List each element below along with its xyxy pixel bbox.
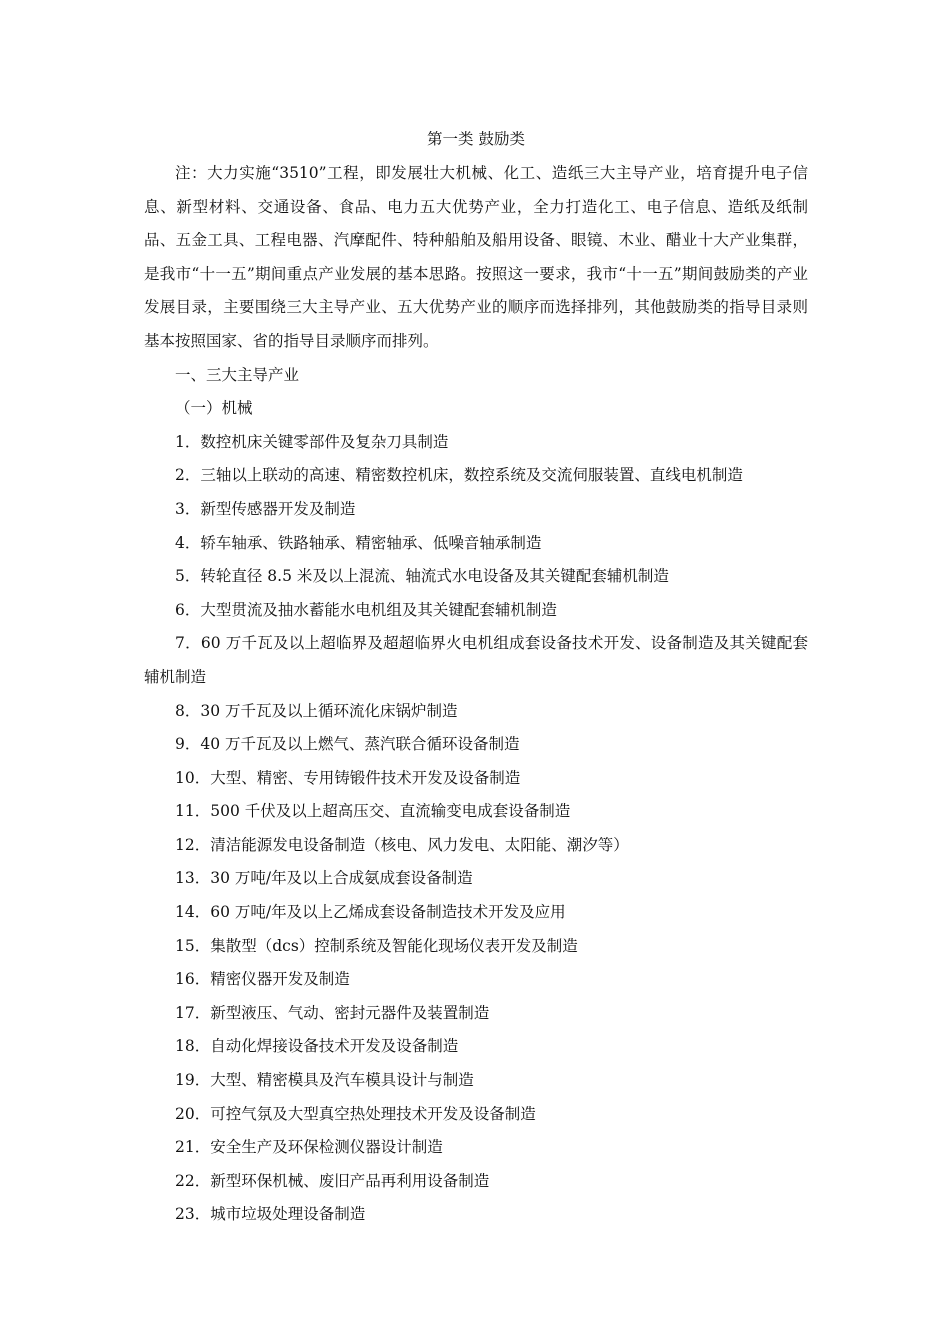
- list-item: 21．安全生产及环保检测仪器设计制造: [175, 1138, 443, 1157]
- list-item: 16．精密仪器开发及制造: [175, 970, 350, 989]
- list-item: 12．清洁能源发电设备制造（核电、风力发电、太阳能、潮汐等）: [175, 835, 629, 854]
- list-item: 19．大型、精密模具及汽车模具设计与制造: [175, 1071, 474, 1090]
- subsection-heading: （一）机械: [175, 399, 253, 418]
- list-item: 1．数控机床关键零部件及复杂刀具制造: [175, 432, 449, 451]
- list-item: 15．集散型（dcs）控制系统及智能化现场仪表开发及制造: [175, 936, 578, 955]
- list-item: 22．新型环保机械、废旧产品再利用设备制造: [175, 1171, 490, 1190]
- item-list: [144, 426, 808, 1232]
- note-paragraph: 注：大力实施“3510”工程，即发展壮大机械、化工、造纸三大主导产业，培育提升电子信息、新型材料、交通设备、食品、电力五大优势产业，全力打造化工、电子信息、造纸及纸制品、五金工具、工程电器、汽摩配件、特种船舶及船用设备、眼镜、木业、醋业十大产业集群，是我市“十一五”期间重点产业发展的基本思路。按照这一要求，我市“十一五”期间鼓励类的产业发展目录，主要围绕三大主导产业、五大优势产业的顺序而选择排列，其他鼓励类的指导目录则基本按照国家、省的指导目录顺序而排列。: [144, 164, 808, 350]
- list-item: 2．三轴以上联动的高速、精密数控机床，数控系统及交流伺服装置、直线电机制造: [175, 466, 743, 485]
- document-page: [144, 124, 808, 1232]
- list-item: 7．60 万千瓦及以上超临界及超超临界火电机组成套设备技术开发、设备制造及其关键配套辅机制造: [144, 634, 808, 686]
- section-heading: 一、三大主导产业: [175, 365, 300, 384]
- list-item: 9．40 万千瓦及以上燃气、蒸汽联合循环设备制造: [175, 735, 520, 754]
- document-title: 第一类 鼓励类: [427, 130, 525, 148]
- list-item: 14．60 万吨/年及以上乙烯成套设备制造技术开发及应用: [175, 903, 566, 922]
- list-item: 5．转轮直径 8.5 米及以上混流、轴流式水电设备及其关键配套辅机制造: [175, 567, 669, 586]
- list-item: 6．大型贯流及抽水蓄能水电机组及其关键配套辅机制造: [175, 600, 557, 619]
- list-item: 17．新型液压、气动、密封元器件及装置制造: [175, 1003, 490, 1022]
- list-item: 3．新型传感器开发及制造: [175, 499, 356, 518]
- list-item: 11．500 千伏及以上超高压交、直流输变电成套设备制造: [175, 802, 571, 821]
- list-item: 20．可控气氛及大型真空热处理技术开发及设备制造: [175, 1104, 536, 1123]
- list-item: 4．轿车轴承、铁路轴承、精密轴承、低噪音轴承制造: [175, 533, 542, 552]
- list-item: 23．城市垃圾处理设备制造: [175, 1205, 366, 1224]
- list-item: 18．自动化焊接设备技术开发及设备制造: [175, 1037, 459, 1056]
- list-item: 13．30 万吨/年及以上合成氨成套设备制造: [175, 869, 473, 888]
- list-item: 10．大型、精密、专用铸锻件技术开发及设备制造: [175, 768, 521, 787]
- list-item: 8．30 万千瓦及以上循环流化床锅炉制造: [175, 701, 458, 720]
